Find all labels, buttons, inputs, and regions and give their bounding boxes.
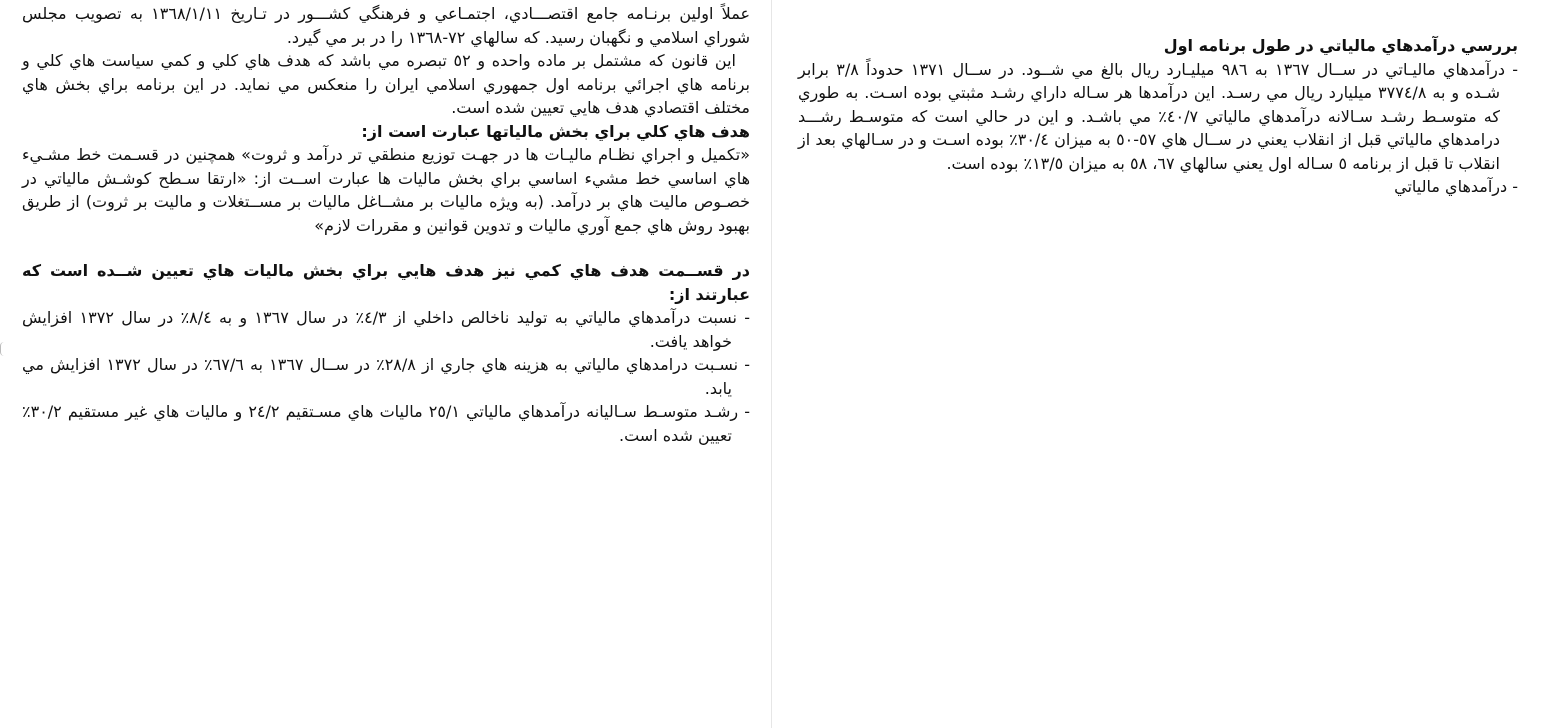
section-heading-tax-revenue-review: بررسي درآمدهاي مالياتي در طول برنامه اول — [1163, 36, 1518, 55]
paragraph-spacer — [22, 237, 750, 259]
law-description-paragraph: اين قانون كه مشتمل بر ماده واحده و ٥٢ تبصره مي باشد كه هدف هاي كلي و كمي سياست هاي كلي و برنامه هاي اجرائي برنامه اول جمهوري اسلامي ايران را منعكس مي نمايد. در اين برنامه براي بخش هاي مختلف اقتصادي هدف هايي تعيين شده است. — [22, 51, 750, 117]
quantitative-goals-heading: در قســمت هدف هاي كمي نيز هدف هايي براي بخش ماليات هاي تعيين شــده است كه عبارتند از: — [22, 261, 750, 304]
goal-list-item-expense-ratio: - نسـبت درامدهاي مالياتي به هزينه هاي جاري از ٢٨/٨٪ در ســال ١٣٦٧ به ٦٧/٦٪ در سال ١٣٧٢ افزايش مي يابد. — [22, 355, 751, 398]
page-edge-mark — [0, 342, 4, 356]
tax-revenue-list-item: - درآمدهاي مالياتي — [1394, 177, 1518, 196]
intro-paragraph: عملاً اولين برنـامه جامع اقتصـــادي، اجتمـاعي و فرهنگي كشـــور در تـاريخ ١٣٦٨/١/١١ به تصويب مجلس شوراي اسلامي و نگهبان رسيد. كه سالهاي ٧٢-١٣٦٨ را در بر مي گيرد. — [22, 4, 750, 47]
goal-list-item-gdp-ratio: - نسبت درآمدهاي مالياتي به توليد ناخالص داخلي از ٤/٣٪ در سال ١٣٦٧ و به ٨/٤٪ در سال ١٣٧٢ افزايش خواهد يافت. — [22, 308, 751, 351]
general-goals-paragraph: «تكميل و اجراي نظـام ماليـات ها در جهـت توزيع منطقي تر درآمد و ثروت» همچنين در قسـمت خط مشـيء هاي اساسي خط مشيء اساسي براي بخش ماليات ها عبارت اســت از: «ارتقا سـطح كوشـش مالياتي در خصـوص ماليت هاي بر درآمد. (به ويژه ماليات بر مشــاغل ماليات بر مســتغلات و ماليت بر ثروت) از طريق بهبود روش هاي جمع آوري ماليات و تدوين قوانين و مقررات لازم» — [22, 145, 750, 235]
general-goals-heading: هدف هاي كلي براي بخش مالياتها عبارت است از: — [361, 121, 750, 141]
goal-list-item-growth-rate: - رشـد متوسـط سـاليانه درآمدهاي مالياتي ٢٥/١ ماليات هاي مسـتقيم ٢٤/٢ و ماليات هاي غير مستقيم ٣٠/٢٪ تعيين شده است. — [22, 402, 750, 445]
right-column — [798, 34, 1518, 199]
column-divider — [771, 0, 772, 728]
left-column — [22, 2, 750, 447]
tax-revenue-paragraph: - درآمدهاي ماليـاتي در ســال ١٣٦٧ به ٩٨٦ ميليـارد ريال بالغ مي شــود. در ســال ١٣٧١ حدوداً ٣/٨ برابر شـده و به ٣٧٧٤/٨ ميليارد ريال مي رسـد. اين درآمدها هر سـاله داراي رشـد مثبتي بوده اسـت. به طوري كه متوسـط رشـد سـالانه درآمدهاي مالياتي ٤٠/٧٪ مي باشـد. و اين در حالي است كه متوسـط رشـــد درامدهاي مالياتي قبل از انقلاب يعني در ســال هاي ٥٧-٥٠ به ميزان ٣٠/٤٪ بوده اسـت و در سـالهاي بعد از انقلاب تا قبل از برنامه ٥ سـاله اول يعني سالهاي ٦٧، ٥٨ به ميزان ١٣/٥٪ بوده است. — [798, 59, 1519, 173]
